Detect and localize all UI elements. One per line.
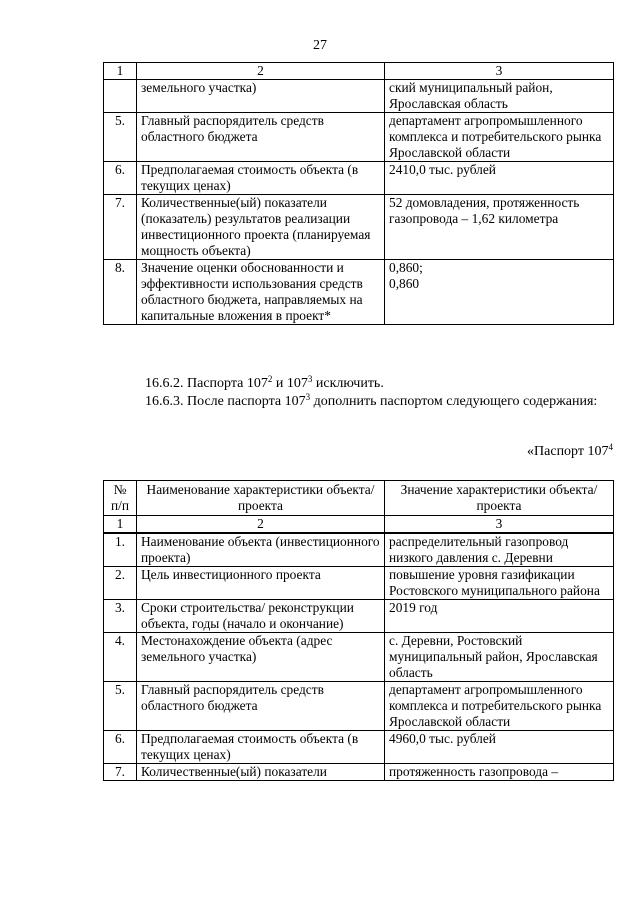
passport-table-continued	[103, 62, 614, 325]
table-row	[104, 682, 614, 731]
cell-value: 2019 год	[385, 600, 614, 633]
passport-label: «Паспорт $107^4$	[527, 442, 613, 459]
cell-name: Местонахождение объекта (адрес земельного участка)	[137, 633, 385, 682]
cell-name: Главный распорядитель средств областного бюджета	[137, 113, 385, 162]
table-row	[104, 533, 614, 567]
cell-num: 8.	[104, 260, 137, 325]
header-num: № п/п	[104, 481, 137, 516]
cell-num: 5.	[104, 682, 137, 731]
cell-num: 2.	[104, 567, 137, 600]
cell-value: 3	[385, 516, 614, 534]
cell-value: ский муниципальный район, Ярославская область	[385, 80, 614, 113]
table-row	[104, 600, 614, 633]
cell-num: 1.	[104, 533, 137, 567]
table-header-row	[104, 481, 614, 516]
cell-num: 1	[104, 516, 137, 534]
cell-name: 2	[137, 63, 385, 80]
cell-name: Предполагаемая стоимость объекта (в текущих ценах)	[137, 731, 385, 764]
cell-num: 5.	[104, 113, 137, 162]
table-row	[104, 80, 614, 113]
header-value: Значение характеристики объекта/проекта	[385, 481, 614, 516]
cell-name: Количественные(ый) показатели (показатель) результатов реализации инвестиционного проекта (планируемая мощность объекта)	[137, 195, 385, 260]
page-number: 27	[313, 38, 327, 53]
cell-name: земельного участка)	[137, 80, 385, 113]
table-row	[104, 113, 614, 162]
cell-name: Главный распорядитель средств областного бюджета	[137, 682, 385, 731]
table-row	[104, 260, 614, 325]
header-name: Наименование характеристики объекта/проекта	[137, 481, 385, 516]
cell-value: 4960,0 тыс. рублей	[385, 731, 614, 764]
passport-table-new	[103, 480, 614, 781]
table-row	[104, 162, 614, 195]
cell-num: 1	[104, 63, 137, 80]
cell-name: Количественные(ый) показатели	[137, 764, 385, 781]
cell-value: 3	[385, 63, 614, 80]
column-number-row	[104, 63, 614, 80]
column-number-row	[104, 516, 614, 534]
cell-num: 6.	[104, 731, 137, 764]
cell-num: 7.	[104, 195, 137, 260]
cell-value: с. Деревни, Ростовский муниципальный район, Ярославская область	[385, 633, 614, 682]
cell-name: Цель инвестиционного проекта	[137, 567, 385, 600]
cell-num: 7.	[104, 764, 137, 781]
table-row	[104, 764, 614, 781]
table-row	[104, 633, 614, 682]
cell-value: департамент агропромышленного комплекса и потребительского рынка Ярославской области	[385, 682, 614, 731]
cell-value: распределительный газопровод низкого давления с. Деревни	[385, 533, 614, 567]
cell-value: протяженность газопровода –	[385, 764, 614, 781]
table-row	[104, 731, 614, 764]
table-row	[104, 195, 614, 260]
cell-value: 2410,0 тыс. рублей	[385, 162, 614, 195]
cell-num	[104, 80, 137, 113]
cell-num: 3.	[104, 600, 137, 633]
paragraph-16-6-2: 16.6.2. Паспорта $107^2$ и $107^3$ исключить.	[145, 374, 384, 391]
cell-num: 6.	[104, 162, 137, 195]
paragraph-16-6-3: 16.6.3. После паспорта $107^3$ дополнить паспортом следующего содержания:	[145, 392, 598, 409]
cell-name: 2	[137, 516, 385, 534]
cell-value: 0,860; 0,860	[385, 260, 614, 325]
cell-name: Наименование объекта (инвестиционного проекта)	[137, 533, 385, 567]
cell-num: 4.	[104, 633, 137, 682]
cell-name: Значение оценки обоснованности и эффективности использования средств областного бюджета, направляемых на капитальные вложения в проект*	[137, 260, 385, 325]
cell-value: 52 домовладения, протяженность газопровода – 1,62 километра	[385, 195, 614, 260]
cell-value: департамент агропромышленного комплекса и потребительского рынка Ярославской области	[385, 113, 614, 162]
cell-name: Предполагаемая стоимость объекта (в текущих ценах)	[137, 162, 385, 195]
cell-value: повышение уровня газификации Ростовского муниципального района	[385, 567, 614, 600]
table-row	[104, 567, 614, 600]
cell-name: Сроки строительства/ реконструкции объекта, годы (начало и окончание)	[137, 600, 385, 633]
